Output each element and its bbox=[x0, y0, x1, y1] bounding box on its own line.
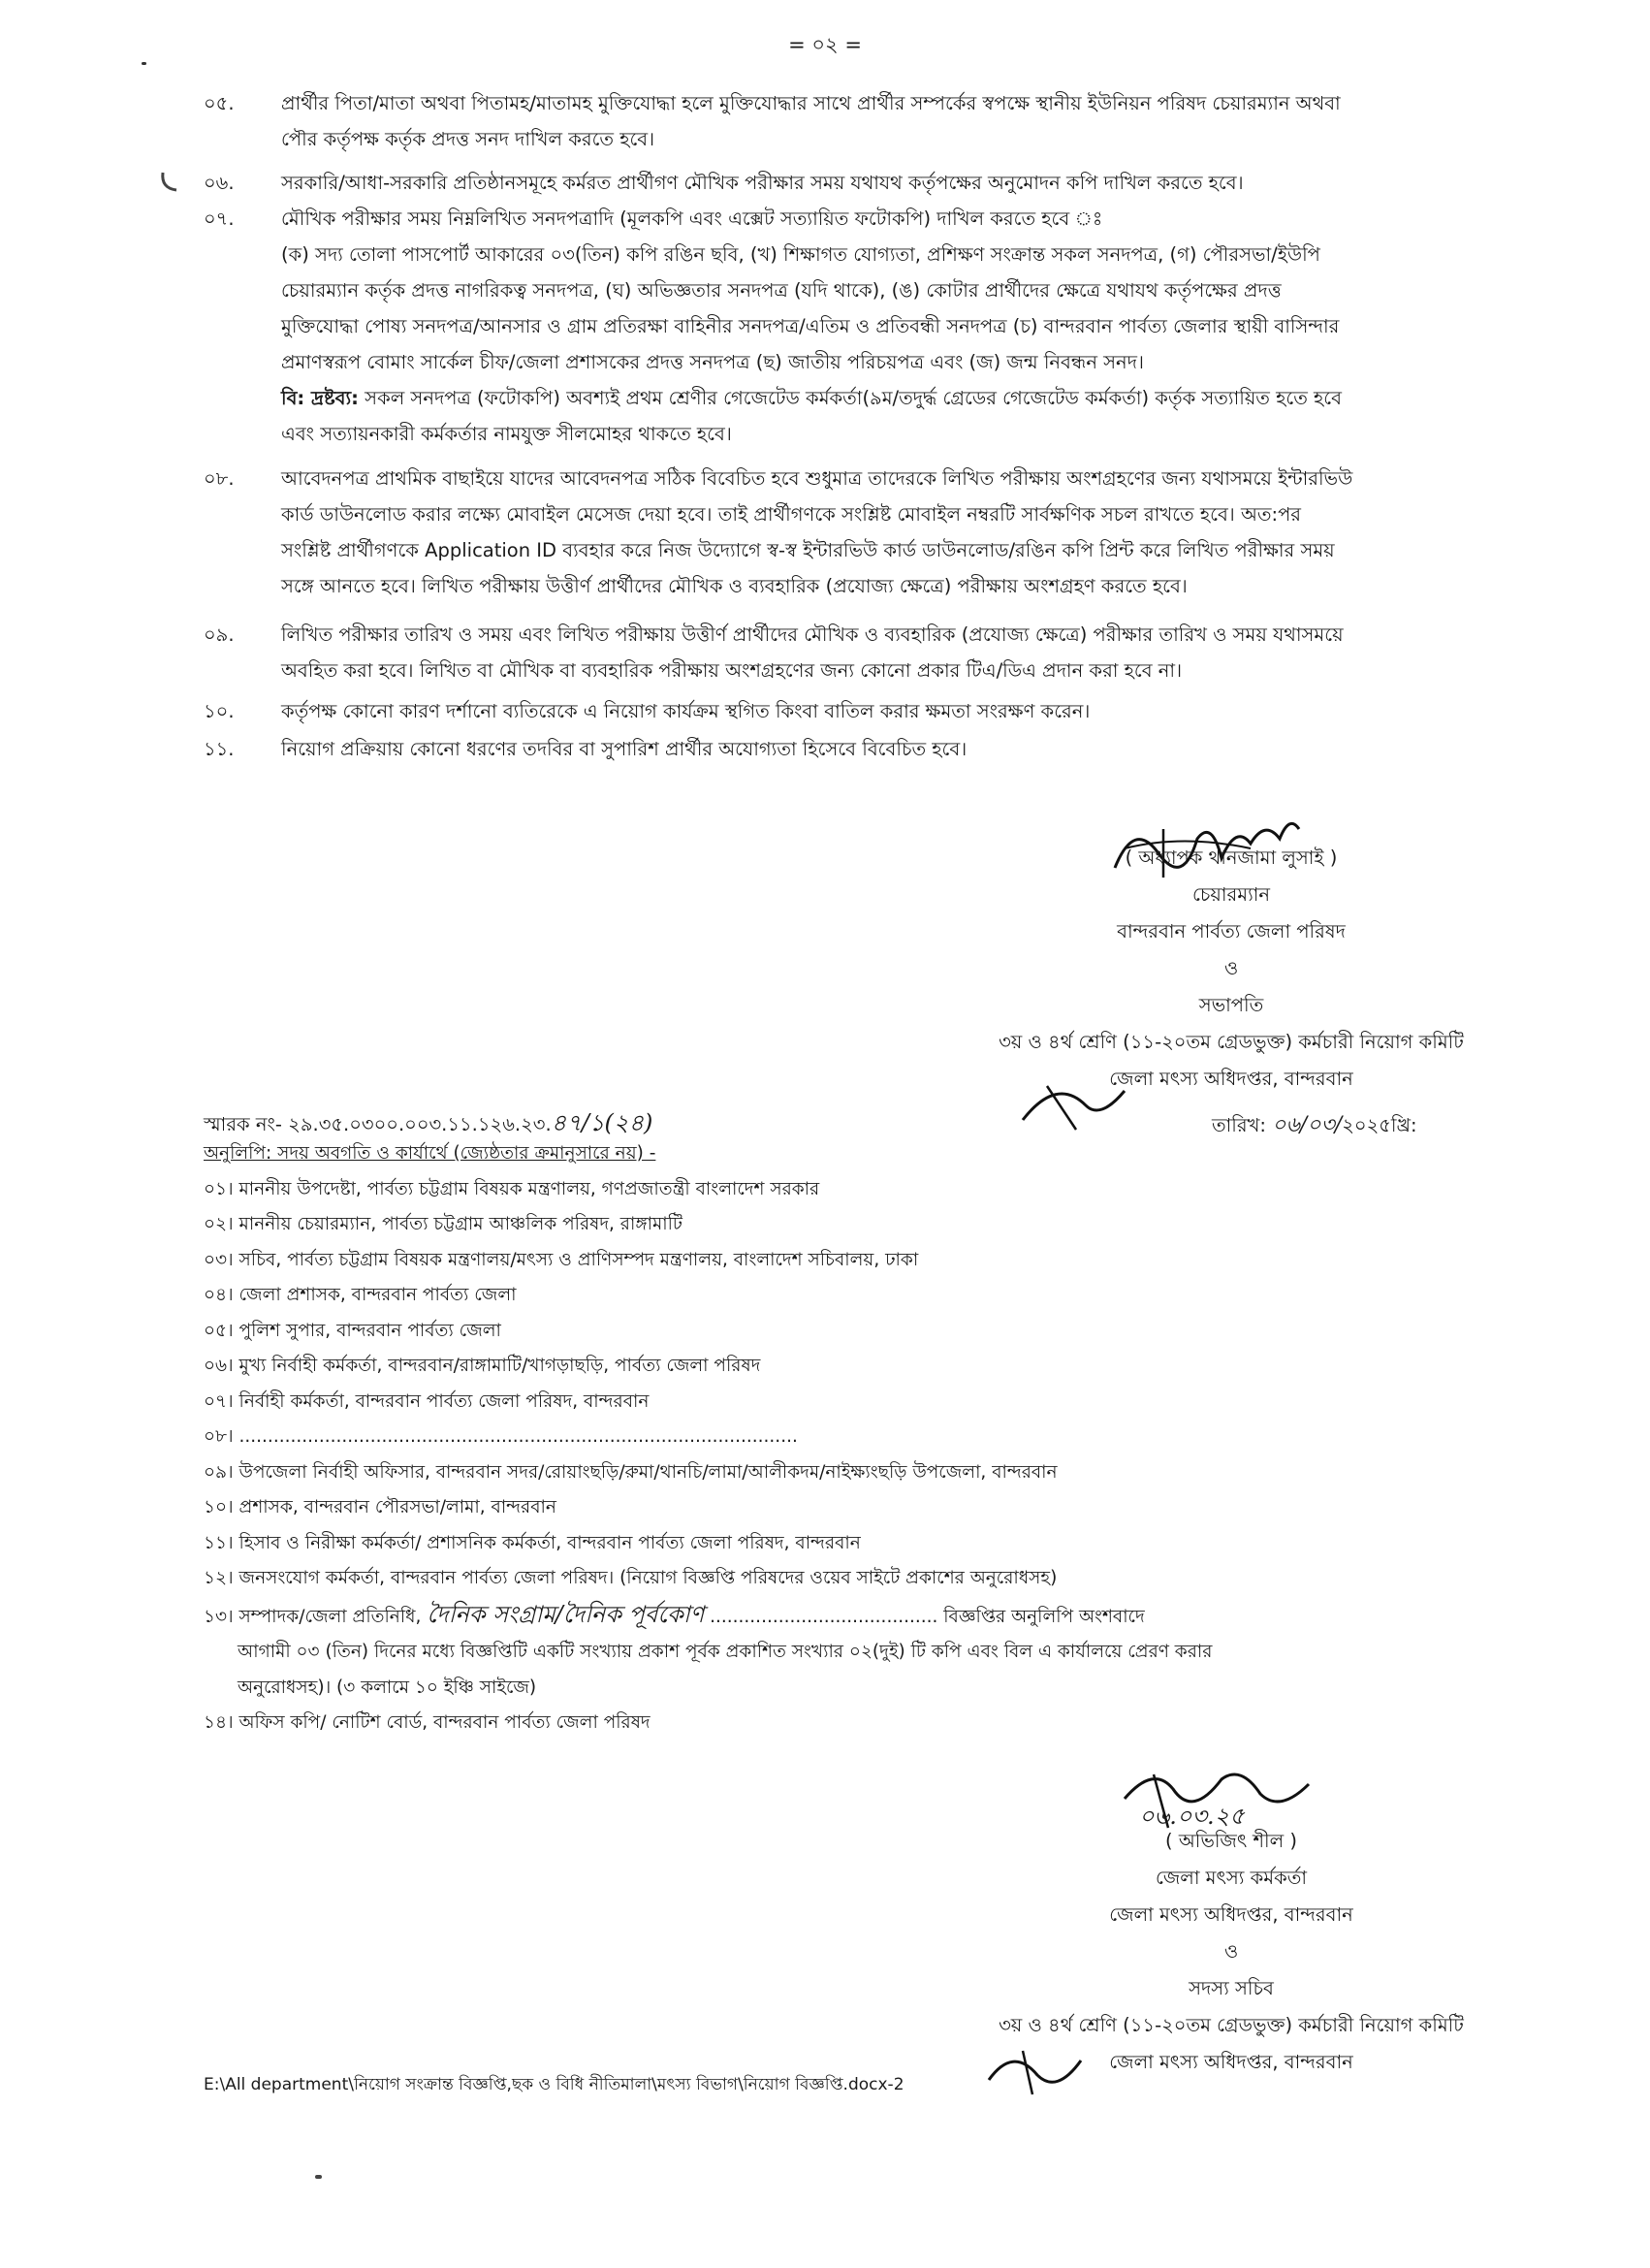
cc-item: ০৬। মুখ্য নির্বাহী কর্মকর্তা, বান্দরবান/রাঙ্গামাটি/খাগড়াছড়ি, পার্বত্য জেলা পরিষদ bbox=[204, 1356, 761, 1376]
cc-item: ০২। মাননীয় চেয়ারম্যান, পার্বত্য চট্টগ্রাম আঞ্চলিক পরিষদ, রাঙ্গামাটি bbox=[204, 1214, 682, 1234]
clause-line: মৌখিক পরীক্ষার সময় নিম্নলিখিত সনদপত্রাদি (মূলকপি এবং এক্সেট সত্যায়িত ফটোকপি) দাখিল করতে হবে ঃ bbox=[281, 208, 1103, 230]
cc-item: ০৯। উপজেলা নির্বাহী অফিসার, বান্দরবান সদর/রোয়াংছড়ি/রুমা/থানচি/লামা/আলীকদম/নাইক্ষ্যংছড়ি উপজেলা, বান্দরবান bbox=[204, 1461, 1058, 1483]
clause-number: ০৮. bbox=[204, 467, 235, 490]
cc-item: ০৫। পুলিশ সুপার, বান্দরবান পার্বত্য জেলা bbox=[204, 1320, 501, 1341]
note-label: বি: দ্রষ্টব্য: bbox=[281, 387, 359, 409]
signatory-committee: ৩য় ও ৪র্থ শ্রেণি (১১-২০তম গ্রেডভুক্ত) কর্মচারী নিয়োগ কমিটি bbox=[999, 1031, 1464, 1053]
cc-item: ০৭। নির্বাহী কর্মকর্তা, বান্দরবান পার্বত্য জেলা পরিষদ, বান্দরবান bbox=[204, 1390, 650, 1412]
clause-line: কর্তৃপক্ষ কোনো কারণ দর্শানো ব্যতিরেকে এ নিয়োগ কার্যক্রম স্থগিত কিংবা বাতিল করার ক্ষমতা সংরক্ষণ করেন। bbox=[281, 700, 1091, 722]
scan-mark bbox=[155, 167, 194, 196]
secretary-signature-date: ০৬.০৩.২৫ bbox=[1139, 1803, 1245, 1830]
signatory-role: সভাপতি bbox=[1198, 994, 1264, 1016]
clause-line: প্রমাণস্বরূপ বোমাং সার্কেল চীফ/জেলা প্রশাসকের প্রদত্ত সনদপত্র (ছ) জাতীয় পরিচয়পত্র এবং (জ) জন্ম নিবন্ধন সনদ। bbox=[281, 351, 1144, 373]
date-handwritten: ০৬/০৩/ bbox=[1272, 1113, 1343, 1137]
clause-line: চেয়ারম্যান কর্তৃক প্রদত্ত নাগরিকত্ব সনদপত্র, (ঘ) অভিজ্ঞতার সনদপত্র (যদি থাকে), (ঙ) কোটার প্রার্থীদের ক্ষেত্রে যথাযথ কর্তৃপক্ষের প্রদত্ত bbox=[281, 279, 1282, 302]
clause-07 bbox=[204, 201, 1459, 452]
signatory-role: সদস্য সচিব bbox=[1189, 1977, 1274, 1999]
signatory-name: ( অভিজিৎ শীল ) bbox=[1165, 1830, 1297, 1852]
clause-number: ০৬. bbox=[204, 172, 235, 194]
signatory-name: ( অধ্যাপক থানজামা লুসাই ) bbox=[1125, 847, 1338, 869]
cc-item-13-suffix: ........................................ বিজ্ঞপ্তির অনুলিপি অংশবাদে bbox=[710, 1606, 1145, 1627]
memo-label: স্মারক নং- ২৯.৩৫.০৩০০.০০৩.১১.১২৬.২৩. bbox=[204, 1113, 552, 1135]
clause-number: ০৯. bbox=[204, 623, 235, 646]
signatory-and: ও bbox=[1223, 1940, 1239, 1963]
cc-item-13-line: আগামী ০৩ (তিন) দিনের মধ্যে বিজ্ঞপ্তিটি একটি সংখ্যায় প্রকাশ পূর্বক প্রকাশিত সংখ্যার ০২(দুই) টি কপি এবং বিল এ কার্যালয়ে প্রেরণ করার bbox=[238, 1642, 1213, 1662]
clause-note-line bbox=[281, 380, 1459, 416]
signatory-office: জেলা মৎস্য অধিদপ্তর, বান্দরবান bbox=[1109, 1903, 1353, 1926]
clause-line: অবহিত করা হবে। লিখিত বা মৌখিক বা ব্যবহারিক পরীক্ষায় অংশগ্রহণের জন্য কোনো প্রকার টিএ/ডিএ প্রদান করা হবে না। bbox=[281, 659, 1183, 682]
cc-item: ০৮। .................................................................................................. bbox=[204, 1426, 798, 1447]
scan-speck bbox=[315, 2175, 322, 2179]
cc-item: ১৪। অফিস কপি/ নোটিশ বোর্ড, বান্দরবান পার্বত্য জেলা পরিষদ bbox=[204, 1712, 650, 1733]
scan-speck bbox=[142, 62, 146, 65]
cc-item-13 bbox=[204, 1597, 1265, 1636]
signatory-committee: ৩য় ও ৪র্থ শ্রেণি (১১-২০তম গ্রেডভুক্ত) কর্মচারী নিয়োগ কমিটি bbox=[999, 2014, 1464, 2036]
cc-item: ০৪। জেলা প্রশাসক, বান্দরবান পার্বত্য জেলা bbox=[204, 1285, 517, 1305]
cc-list bbox=[204, 1136, 1265, 1741]
cc-item: ১০। প্রশাসক, বান্দরবান পৌরসভা/লামা, বান্দরবান bbox=[204, 1497, 556, 1517]
page-number: = ০২ = bbox=[788, 33, 862, 56]
memo-handwritten: ৪৭/১(২৪) bbox=[551, 1109, 653, 1136]
footer-initials bbox=[984, 2041, 1091, 2099]
cc-item: ১২। জনসংযোগ কর্মকর্তা, বান্দরবান পার্বত্য জেলা পরিষদ। (নিয়োগ বিজ্ঞপ্তি পরিষদের ওয়েব সাইটে প্রকাশের অনুরোধসহ) bbox=[204, 1568, 1058, 1588]
signatory-designation: চেয়ারম্যান bbox=[1191, 883, 1271, 906]
signatory-designation: জেলা মৎস্য কর্মকর্তা bbox=[1155, 1867, 1308, 1889]
cc-item-13-line: অনুরোধসহ)। (৩ কলামে ১০ ইঞ্চি সাইজে) bbox=[238, 1677, 537, 1698]
clause-line: পৌর কর্তৃপক্ষ কর্তৃক প্রদত্ত সনদ দাখিল করতে হবে। bbox=[281, 128, 655, 150]
cc-item: ০১। মাননীয় উপদেষ্টা, পার্বত্য চট্টগ্রাম বিষয়ক মন্ত্রণালয়, গণপ্রজাতন্ত্রী বাংলাদেশ সরকার bbox=[204, 1178, 820, 1199]
clause-line: প্রার্থীর পিতা/মাতা অথবা পিতামহ/মাতামহ মুক্তিযোদ্ধা হলে মুক্তিযোদ্ধার সাথে প্রার্থীর সম্পর্কের স্বপক্ষে স্থানীয় ইউনিয়ন পরিষদ চেয়ারম্যান অথবা bbox=[281, 92, 1341, 114]
file-path: E:\All department\নিয়োগ সংক্রান্ত বিজ্ঞপ্তি,ছক ও বিধি নীতিমালা\মৎস্য বিভাগ\নিয়োগ বিজ্ঞপ্তি.docx-2 bbox=[204, 2075, 904, 2094]
clause-note-line: এবং সত্যায়নকারী কর্মকর্তার নামযুক্ত সীলমোহর থাকতে হবে। bbox=[281, 423, 732, 445]
clause-number: ০৫. bbox=[204, 92, 235, 114]
clause-11 bbox=[204, 731, 1459, 767]
cc-item: ০৩। সচিব, পার্বত্য চট্টগ্রাম বিষয়ক মন্ত্রণালয়/মৎস্য ও প্রাণিসম্পদ মন্ত্রণালয়, বাংলাদেশ সচিবালয়, ঢাকা bbox=[204, 1249, 919, 1270]
clause-line: আবেদনপত্র প্রাথমিক বাছাইয়ে যাদের আবেদনপত্র সঠিক বিবেচিত হবে শুধুমাত্র তাদেরকে লিখিত পরীক্ষায় অংশগ্রহণের জন্য যথাসময়ে ইন্টারভিউ bbox=[281, 467, 1353, 490]
cc-item-13-handwritten: দৈনিক সংগ্রাম/দৈনিক পূর্বকোণ bbox=[427, 1600, 705, 1628]
clause-line: লিখিত পরীক্ষার তারিখ ও সময় এবং লিখিত পরীক্ষায় উত্তীর্ণ প্রার্থীদের মৌখিক ও ব্যবহারিক (প্রযোজ্য ক্ষেত্রে) পরীক্ষার তারিখ ও সময় যথাসময়ে bbox=[281, 623, 1344, 646]
cc-item: ১১। হিসাব ও নিরীক্ষা কর্মকর্তা/ প্রশাসনিক কর্মকর্তা, বান্দরবান পার্বত্য জেলা পরিষদ, বান্দরবান bbox=[204, 1532, 861, 1553]
signatory-org: বান্দরবান পার্বত্য জেলা পরিষদ bbox=[1117, 920, 1346, 942]
clause-line: কার্ড ডাউনলোড করার লক্ষ্যে মোবাইল মেসেজ দেয়া হবে। তাই প্রার্থীগণকে সংশ্লিষ্ট মোবাইল নম্বরটি সার্বক্ষণিক সচল রাখতে হবে। অত:পর bbox=[281, 503, 1302, 526]
clause-number: ০৭. bbox=[204, 208, 235, 230]
clause-line: (ক) সদ্য তোলা পাসপোর্ট আকারের ০৩(তিন) কপি রঙিন ছবি, (খ) শিক্ষাগত যোগ্যতা, প্রশিক্ষণ সংক্রান্ত সকল সনদপত্র, (গ) পৌরসভা/ইউপি bbox=[281, 243, 1320, 266]
clause-line: সঙ্গে আনতে হবে। লিখিত পরীক্ষায় উত্তীর্ণ প্রার্থীদের মৌখিক ও ব্যবহারিক (প্রযোজ্য ক্ষেত্রে) পরীক্ষায় অংশগ্রহণ করতে হবে। bbox=[281, 575, 1188, 597]
signatory-office: জেলা মৎস্য অধিদপ্তর, বান্দরবান bbox=[1109, 1068, 1353, 1090]
signatory-office: জেলা মৎস্য অধিদপ্তর, বান্দরবান bbox=[1109, 2051, 1353, 2073]
clause-06 bbox=[204, 165, 1459, 201]
clause-line: সংশ্লিষ্ট প্রার্থীগণকে Application ID ব্যবহার করে নিজ উদ্যোগে স্ব-স্ব ইন্টারভিউ কার্ড ডাউনলোড/রঙিন কপি প্রিন্ট করে লিখিত পরীক্ষার সময় bbox=[281, 539, 1335, 561]
clause-08 bbox=[204, 461, 1459, 604]
clause-10 bbox=[204, 693, 1459, 729]
clause-line: নিয়োগ প্রক্রিয়ায় কোনো ধরণের তদবির বা সুপারিশ প্রার্থীর অযোগ্যতা হিসেবে বিবেচিত হবে। bbox=[281, 738, 968, 760]
clause-09 bbox=[204, 617, 1459, 688]
date-label: তারিখ: bbox=[1212, 1114, 1266, 1136]
date-year: ২০২৫খ্রি: bbox=[1342, 1114, 1417, 1136]
cc-heading: অনুলিপি: সদয় অবগতি ও কার্যার্থে (জ্যেষ্ঠতার ক্রমানুসারে নয়) - bbox=[204, 1143, 656, 1164]
clause-line: মুক্তিযোদ্ধা পোষ্য সনদপত্র/আনসার ও গ্রাম প্রতিরক্ষা বাহিনীর সনদপত্র/এতিম ও প্রতিবন্ধী সনদপত্র (চ) বান্দরবান পার্বত্য জেলার স্থায়ী বাসিন্দার bbox=[281, 315, 1340, 337]
clause-line: সরকারি/আধা-সরকারি প্রতিষ্ঠানসমূহে কর্মরত প্রার্থীগণ মৌখিক পরীক্ষার সময় যথাযথ কর্তৃপক্ষের অনুমোদন কপি দাখিল করতে হবে। bbox=[281, 172, 1244, 194]
clause-number: ১০. bbox=[204, 700, 235, 722]
cc-item-13-prefix: ১৩। সম্পাদক/জেলা প্রতিনিধি, bbox=[204, 1606, 422, 1627]
signatory-and: ও bbox=[1223, 957, 1239, 979]
clause-05 bbox=[204, 85, 1459, 157]
chairman-block bbox=[969, 840, 1493, 1098]
note-text: সকল সনদপত্র (ফটোকপি) অবশ্যই প্রথম শ্রেণীর গেজেটেড কর্মকর্তা(৯ম/তদুর্দ্ধ গ্রেডের গেজেটেড কর্মকর্তা) কর্তৃক সত্যায়িত হতে হবে bbox=[358, 387, 1342, 409]
clause-number: ১১. bbox=[204, 738, 235, 760]
initials-signature bbox=[1018, 1067, 1134, 1134]
